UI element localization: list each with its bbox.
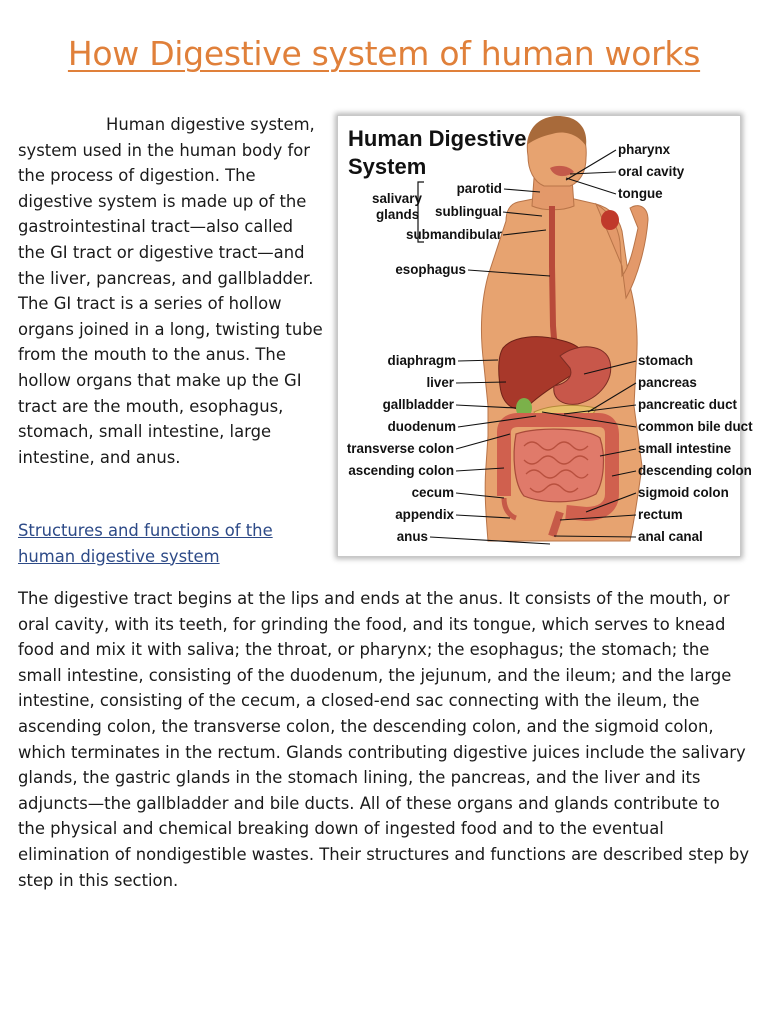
apple-icon: [601, 210, 619, 230]
label-anus: anus: [396, 529, 428, 544]
label-anal-canal: anal canal: [638, 529, 703, 544]
label-liver: liver: [426, 375, 454, 390]
label-common-bile-duct: common bile duct: [638, 419, 753, 434]
body-illustration: [481, 116, 648, 541]
label-sigmoid-colon: sigmoid colon: [638, 485, 729, 500]
label-parotid: parotid: [456, 181, 502, 196]
figure-title-line2: System: [348, 154, 427, 179]
label-stomach: stomach: [638, 353, 694, 368]
label-ascending-colon: ascending colon: [348, 463, 454, 478]
label-tongue: tongue: [618, 186, 663, 201]
digestive-system-figure: [338, 116, 753, 556]
label-oral-cavity: oral cavity: [618, 164, 685, 179]
label-diaphragm: diaphragm: [387, 353, 456, 368]
label-small-intestine: small intestine: [638, 441, 732, 456]
section-heading: Structures and functions of the human digestive system: [18, 521, 273, 566]
body-paragraph: The digestive tract begins at the lips and ends at the anus. It consists of the mouth, or oral cavity, with its teeth, for grinding the food, and its tongue, which serves to knead food and mix it with saliva; the throat, or pharynx; the esophagus; the stomach; the small intestine, consisting of the duodenum, the jejunum, and the ileum; and the large intestine, consisting of the cecum, a closed-end sac connecting with the ileum, the ascending colon, the transverse colon, the descending colon, and the sigmoid colon, which terminates in the rectum. Glands contributing digestive juices include the salivary glands, the gastric glands in the stomach lining, the pancreas, and the liver and its adjuncts—the gallbladder and bile ducts. All of these organs and glands contribute to the physical and chemical breaking down of ingested food and to the eventual elimination of nondigestible wastes. Their structures and functions are described step by step in this section.: [18, 589, 750, 890]
label-rectum: rectum: [638, 507, 683, 522]
small-intestine-shape: [514, 429, 603, 502]
label-salivary-line2: glands: [376, 207, 420, 222]
page-title: How Digestive system of human works: [67, 34, 701, 73]
label-appendix: appendix: [395, 507, 454, 522]
label-cecum: cecum: [411, 485, 454, 500]
label-salivary-line1: salivary: [372, 191, 422, 206]
label-esophagus: esophagus: [395, 262, 466, 277]
label-duodenum: duodenum: [387, 419, 456, 434]
label-pharynx: pharynx: [618, 142, 671, 157]
left-labels: [347, 181, 503, 544]
label-pancreas: pancreas: [638, 375, 697, 390]
label-transverse-colon: transverse colon: [346, 441, 454, 456]
label-submandibular: submandibular: [406, 227, 502, 242]
figure-title-line1: Human Digestive: [348, 126, 527, 151]
label-descending-colon: descending colon: [638, 463, 752, 478]
label-gallbladder: gallbladder: [382, 397, 454, 412]
label-pancreatic-duct: pancreatic duct: [638, 397, 737, 412]
intro-text: Human digestive system, system used in the human body for the process of digestion. The digestive system is made up of the gastrointestinal tract—also called the GI tract or digestive tract—and the liver, pancreas, and gallbladder. The GI tract is a series of hollow organs joined in a long, twisting tube from the mouth to the anus. The hollow organs that make up the GI tract are the mouth, esophagus, stomach, small intestine, large intestine, and anus.: [18, 115, 323, 467]
digestive-system-diagram: [338, 116, 753, 556]
esophagus-shape: [552, 206, 555, 351]
intro-paragraph: [18, 112, 323, 470]
label-sublingual: sublingual: [435, 204, 502, 219]
